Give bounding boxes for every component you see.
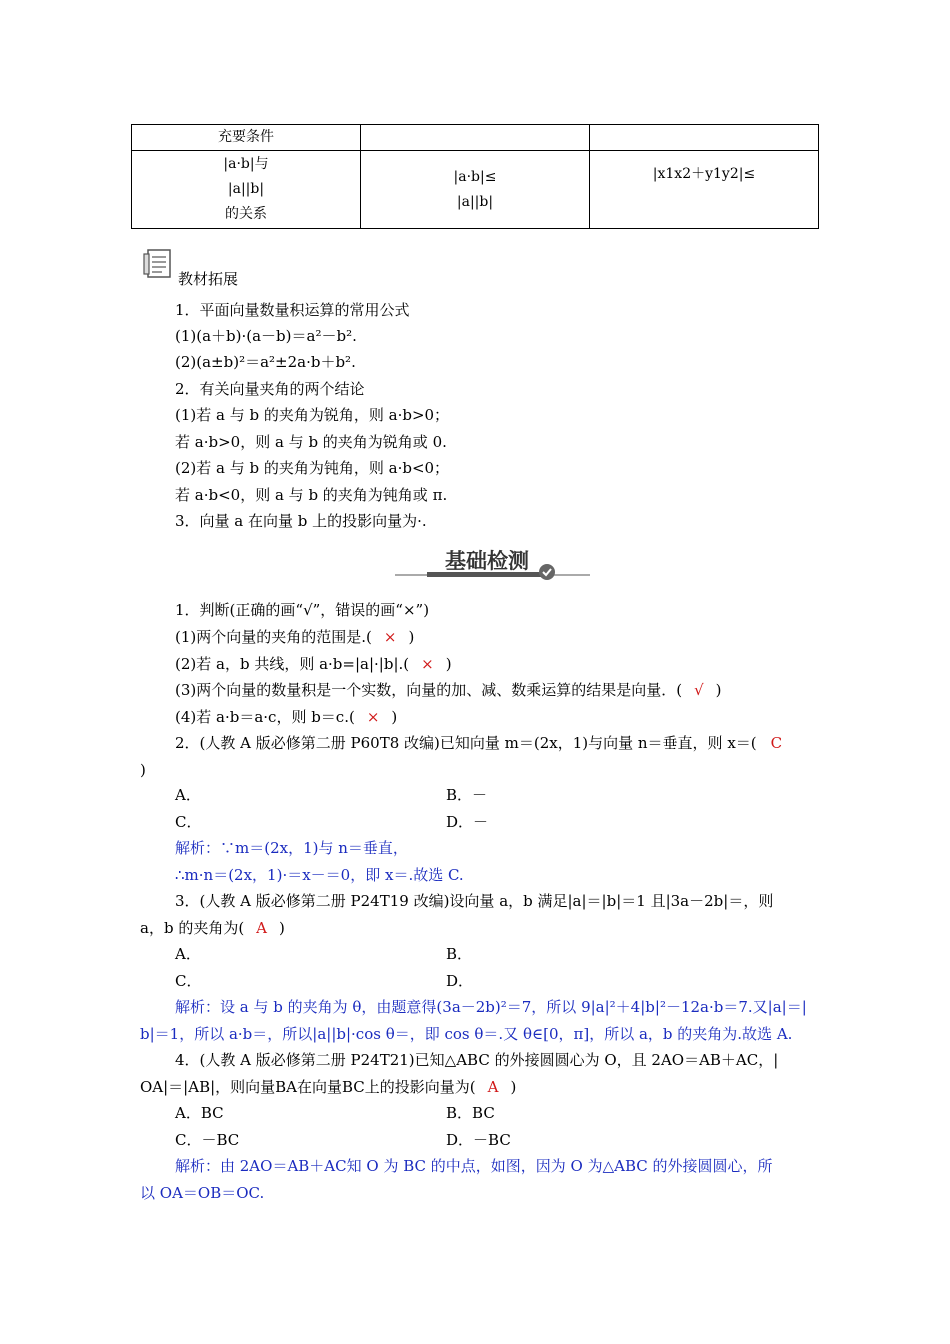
- formula-line: (1)(a＋b)·(a－b)＝a²－b².: [175, 327, 357, 345]
- ext-heading-1: 1．平面向量数量积运算的常用公式: [175, 301, 410, 319]
- question-1-stem: 1．判断(正确的画“√”，错误的画“×”): [175, 601, 430, 619]
- solution-line: 解析：由 2AO＝AB＋AC知 O 为 BC 的中点，如图，因为 O 为△ABC 的外接圆圆心，所: [175, 1157, 773, 1175]
- ext-heading-2: 2．有关向量夹角的两个结论: [175, 380, 365, 398]
- answer-mark: A: [487, 1078, 499, 1096]
- check-circle-icon: [538, 563, 556, 581]
- table-cell: |a·b|≤ |a||b|: [360, 151, 589, 229]
- answer-mark: A: [256, 919, 268, 937]
- option-a: A．: [175, 786, 201, 804]
- option-c: C．: [175, 972, 202, 990]
- question-item: (4)若 a·b＝a·c，则 b＝c.( × ): [175, 708, 398, 726]
- ext-heading-3: 3．向量 a 在向量 b 上的投影向量为·.: [175, 512, 427, 530]
- answer-mark: ×: [383, 628, 397, 646]
- solution-line: 解析：∵m＝(2x，1)与 n＝垂直，: [175, 839, 408, 857]
- conclusion-line: (1)若 a 与 b 的夹角为锐角，则 a·b>0；: [175, 406, 450, 424]
- solution-line: b|＝1，所以 a·b＝，所以|a||b|·cos θ＝，即 cos θ＝.又 θ∈[0，π]，所以 a，b 的夹角为.故选 A.: [140, 1025, 793, 1043]
- solution-line: 以 OA＝OB＝OC.: [140, 1184, 265, 1202]
- notebook-icon: [140, 247, 176, 281]
- table-cell: 充要条件: [132, 125, 361, 151]
- question-item: (3)两个向量的数量积是一个实数，向量的加、减、数乘运算的结果是向量．( √ ): [175, 681, 722, 699]
- section-banner: [395, 543, 590, 583]
- option-a: A．: [175, 945, 201, 963]
- question-2-stem: 2．(人教 A 版必修第二册 P60T8 改编)已知向量 m＝(2x，1)与向量 n＝垂直，则 x＝( C: [175, 734, 783, 752]
- table-cell: [589, 125, 818, 151]
- answer-mark: ×: [421, 655, 434, 673]
- option-d: D．: [446, 972, 474, 990]
- conclusion-line: (2)若 a 与 b 的夹角为钝角，则 a·b<0；: [175, 459, 450, 477]
- solution-line: ∴m·n＝(2x，1)·＝x－＝0，即 x＝.故选 C.: [175, 866, 464, 884]
- section-title: 基础检测: [445, 549, 529, 573]
- question-item: (2)若 a，b 共线，则 a·b=|a|·|b|.( × ): [175, 655, 452, 673]
- conclusion-line: 若 a·b<0，则 a 与 b 的夹角为钝角或 π.: [175, 486, 448, 504]
- option-c: C．－BC: [175, 1131, 240, 1149]
- option-b: B．: [446, 945, 473, 963]
- table-cell: |x1x2＋y1y2|≤: [589, 151, 818, 229]
- question-3-stem-cont: a，b 的夹角为( A ): [140, 919, 285, 937]
- table-cell: |a·b|与 |a||b| 的关系: [132, 151, 361, 229]
- answer-mark: C: [770, 734, 783, 752]
- question-3-stem: 3．(人教 A 版必修第二册 P24T19 改编)设向量 a，b 满足|a|＝|b|＝1 且|3a－2b|＝，则: [175, 892, 774, 910]
- condition-table: [131, 124, 819, 229]
- option-b: B．－: [446, 786, 488, 804]
- answer-mark: ×: [366, 708, 380, 726]
- solution-line: 解析：设 a 与 b 的夹角为 θ，由题意得(3a－2b)²＝7，所以 9|a|²＋4|b|²－12a·b＝7.又|a|＝|: [175, 998, 807, 1016]
- question-item: (1)两个向量的夹角的范围是.( × ): [175, 628, 415, 646]
- option-a: A．BC: [175, 1104, 224, 1122]
- option-b: B．BC: [446, 1104, 495, 1122]
- conclusion-line: 若 a·b>0，则 a 与 b 的夹角为锐角或 0.: [175, 433, 447, 451]
- question-4-stem-cont: OA|＝|AB|，则向量BA在向量BC上的投影向量为( A ): [140, 1078, 517, 1096]
- question-4-stem: 4．(人教 A 版必修第二册 P24T21)已知△ABC 的外接圆圆心为 O，且 2AO＝AB＋AC，|: [175, 1051, 779, 1069]
- table-cell: [360, 125, 589, 151]
- section-heading-extension: 教材拓展: [178, 270, 239, 288]
- option-d: D．－: [446, 813, 489, 831]
- option-d: D．－BC: [446, 1131, 511, 1149]
- option-c: C．: [175, 813, 202, 831]
- formula-line: (2)(a±b)²＝a²±2a·b＋b².: [175, 353, 356, 371]
- answer-mark: √: [694, 681, 704, 699]
